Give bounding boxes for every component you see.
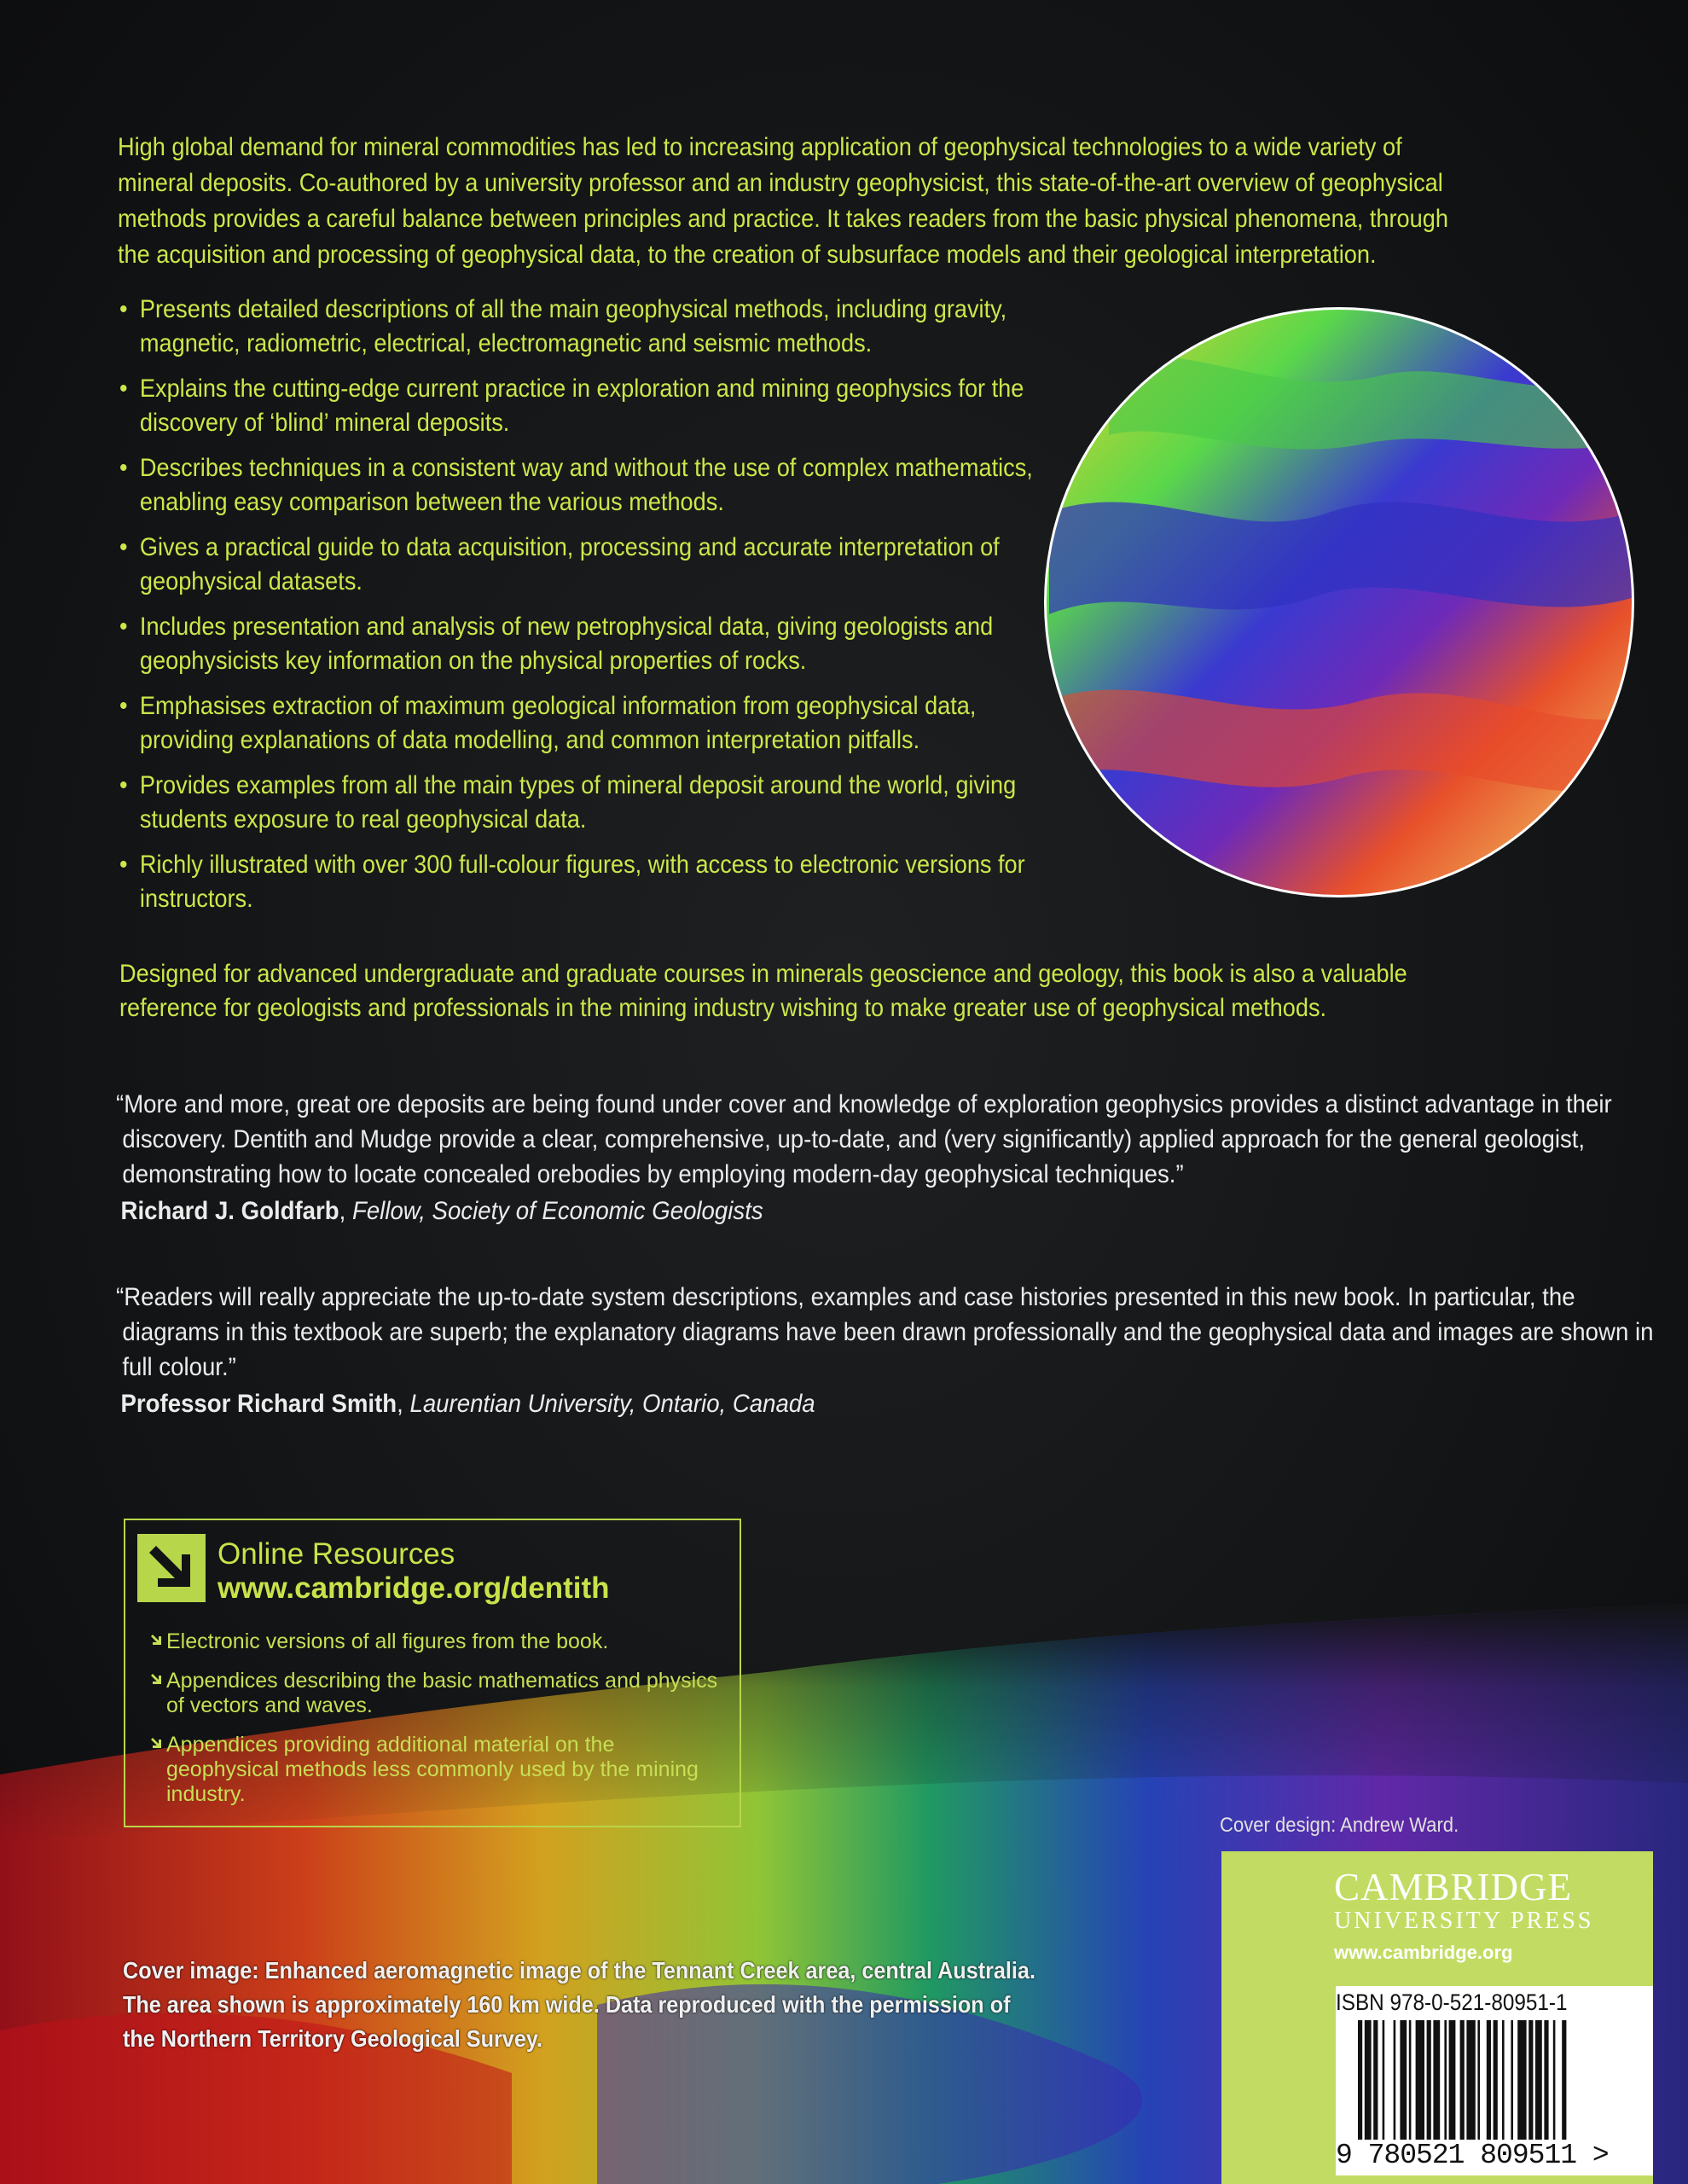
resource-item <box>149 1733 729 1807</box>
online-resources-url[interactable]: www.cambridge.org/dentith <box>218 1571 610 1605</box>
barcode-bar <box>1444 2020 1447 2140</box>
feature-item: • Richly illustrated with over 300 full-colour figures, with access to electronic versions for instructors. <box>119 848 1042 916</box>
quote-author: Richard J. Goldfarb <box>120 1197 339 1225</box>
feature-item: • Presents detailed descriptions of all the main geophysical methods, including gravity, magnetic, radiometric, electrical, electromagnetic and seismic methods. <box>119 293 1042 361</box>
resource-text: Appendices describing the basic mathematics and physics of vectors and waves. <box>166 1669 718 1717</box>
intro-paragraph: High global demand for mineral commodities has led to increasing application of geophysical technologies to a wide variety of mineral deposits. Co-authored by a university professor and an industry geophysicist, this state-of-the-art overview of geophysical methods provides a careful balance between principles and practice. It takes readers from the basic physical phenomena, through the acquisition and processing of geophysical data, to the creation of subsurface models and their geological interpretation. <box>118 133 1448 269</box>
endorsement-quote-2 <box>116 1280 1658 1421</box>
small-arrow-icon <box>149 1672 163 1686</box>
barcode-icon <box>1354 2020 1636 2140</box>
resource-item <box>149 1669 729 1718</box>
barcode-bar <box>1477 2020 1480 2140</box>
resource-text: Appendices providing additional material on the geophysical methods less commonly used by the mining industry. <box>166 1733 699 1806</box>
resource-item <box>149 1629 729 1654</box>
quote-attribution: Professor Richard Smith, Laurentian University, Ontario, Canada <box>120 1390 815 1418</box>
barcode-bar <box>1460 2020 1465 2140</box>
small-arrow-icon <box>149 1633 163 1647</box>
barcode-bar <box>1535 2020 1542 2140</box>
barcode-bar <box>1383 2020 1385 2140</box>
barcode-bar <box>1365 2020 1372 2140</box>
feature-item: • Describes techniques in a consistent way and without the use of complex mathematics, enabling easy comparison between the various methods. <box>119 451 1042 520</box>
feature-list <box>119 293 1032 927</box>
online-resources-list <box>149 1629 729 1821</box>
barcode-bar <box>1511 2020 1513 2140</box>
feature-item: • Provides examples from all the main types of mineral deposit around the world, giving students exposure to real geophysical data. <box>119 769 1042 837</box>
publisher-name: CAMBRIDGE <box>1334 1866 1573 1908</box>
endorsement-quote-1 <box>116 1087 1658 1228</box>
publisher-panel <box>1221 1851 1653 2184</box>
feature-item: • Gives a practical guide to data acquisition, processing and accurate interpretation of geophysical datasets. <box>119 531 1042 599</box>
barcode-bar <box>1409 2020 1412 2140</box>
barcode-bar <box>1449 2020 1456 2140</box>
arrow-down-right-icon <box>137 1534 206 1602</box>
feature-item: • Includes presentation and analysis of new petrophysical data, giving geologists and geophysicists key information on the physical properties of rocks. <box>119 610 1042 678</box>
barcode-bar <box>1487 2020 1491 2140</box>
isbn-label: ISBN 978-0-521-80951-1 <box>1336 1989 1568 2015</box>
quote-affiliation: Laurentian University, Ontario, Canada <box>409 1390 815 1418</box>
barcode-bar <box>1528 2020 1533 2140</box>
barcode-bar <box>1562 2020 1566 2140</box>
quote-author: Professor Richard Smith <box>120 1390 397 1418</box>
cover-design-credit: Cover design: Andrew Ward. <box>1220 1814 1459 1837</box>
quote-affiliation: Fellow, Society of Economic Geologists <box>351 1197 763 1225</box>
quote-attribution: Richard J. Goldfarb, Fellow, Society of Economic Geologists <box>120 1197 763 1225</box>
feature-item: • Explains the cutting-edge current practice in exploration and mining geophysics for the discovery of ‘blind’ mineral deposits. <box>119 372 1042 440</box>
barcode-bar <box>1358 2020 1362 2140</box>
barcode-bar <box>1394 2020 1396 2140</box>
publisher-website[interactable]: www.cambridge.org <box>1334 1942 1513 1963</box>
quote-text: “Readers will really appreciate the up-to-date system descriptions, examples and case histories presented in this new book. In particular, the diagrams in this textbook are superb; the explanatory diagrams have been drawn professionally and the geophysical data and images are shown in full colour.” <box>116 1283 1654 1381</box>
barcode-number: 9 780521 809511 > <box>1336 2140 1609 2171</box>
barcode-bar <box>1544 2020 1548 2140</box>
online-resources-box <box>124 1519 741 1827</box>
barcode-bar <box>1373 2020 1378 2140</box>
barcode-bar <box>1427 2020 1431 2140</box>
online-resources-title: Online Resources <box>218 1537 455 1571</box>
cover-image-caption: Cover image: Enhanced aeromagnetic image of the Tennant Creek area, central Australia. The area shown is approximately 160 km wide. Data reproduced with the permission of the Northern Territory Geological Survey. <box>123 1957 1035 2052</box>
feature-item: • Emphasises extraction of maximum geological information from geophysical data, providing explanations of data modelling, and common interpretation pitfalls. <box>119 689 1042 758</box>
barcode-bar <box>1553 2020 1556 2140</box>
quote-text: “More and more, great ore deposits are being found under cover and knowledge of exploration geophysics provides a distinct advantage in their discovery. Dentith and Mudge provide a clear, comprehensive, up-to-date, and (very significantly) applied approach for the general geologist, demonstrating how to locate concealed orebodies by employing modern-day geophysical techniques.” <box>116 1090 1612 1188</box>
barcode-bar <box>1517 2020 1526 2140</box>
barcode-bar <box>1400 2020 1407 2140</box>
barcode-bar <box>1433 2020 1440 2140</box>
audience-paragraph: Designed for advanced undergraduate and graduate courses in minerals geoscience and geology, this book is also a valuable reference for geologists and professionals in the mining industry wishing to make greater use of geophysical methods. <box>119 960 1407 1022</box>
isbn-barcode <box>1336 1986 1653 2175</box>
resource-text: Electronic versions of all figures from the book. <box>166 1629 609 1653</box>
publisher-press: UNIVERSITY PRESS <box>1334 1908 1594 1934</box>
barcode-bar <box>1502 2020 1505 2140</box>
small-arrow-icon <box>149 1736 163 1750</box>
barcode-bar <box>1494 2020 1498 2140</box>
barcode-bar <box>1416 2020 1424 2140</box>
barcode-bar <box>1466 2020 1475 2140</box>
